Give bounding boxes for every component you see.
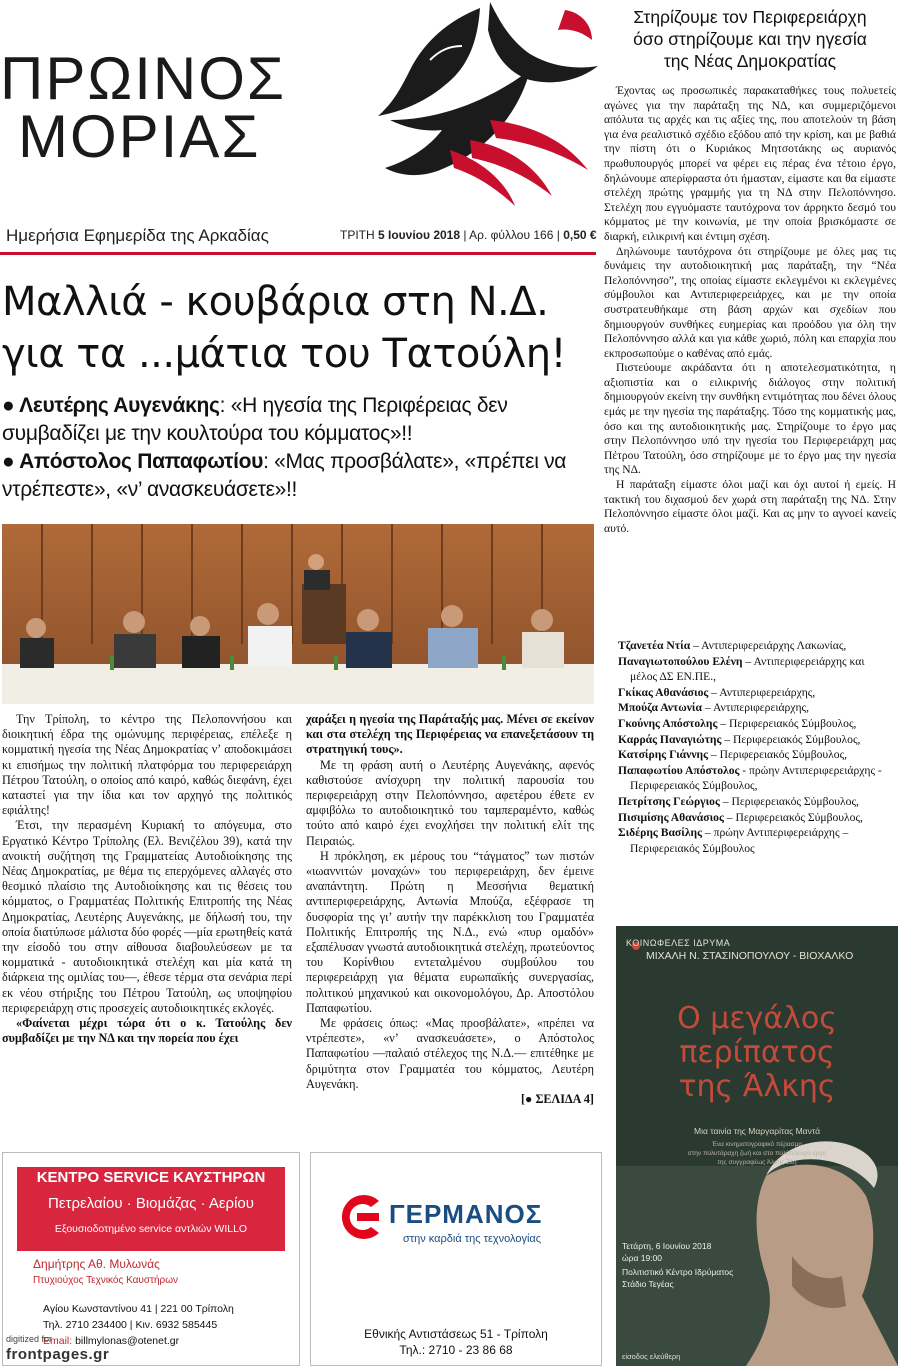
signer-role: – Περιφερειακός Σύμβουλος, — [723, 810, 863, 824]
article-paragraph: «Φαίνεται μέχρι τώρα ότι ο κ. Τατούλης δεν συμβαδίζει με την ΝΔ και την πορεία που έχει — [2, 1016, 292, 1046]
masthead-title — [0, 45, 330, 170]
germanos-slogan: στην καρδιά της τεχνολογίας — [403, 1233, 542, 1245]
poster-title-line3: της Άλκης — [678, 1069, 836, 1104]
signer-role: – Αντιπεριφερειάρχης Λακωνίας, — [690, 639, 847, 652]
signer-name: Πετρίτσης Γεώργιος — [618, 794, 720, 808]
article-paragraph: Την Τρίπολη, το κέντρο της Πελοποννήσου και διοικητική έδρα της ομώνυμης περιφέρειας, επέλεξε η κομματική ηγεσία της Νέας Δημοκρατίας ν’ αποδοκιμάσει κι επισήμως την πολιτική πλατφόρμα του περιφερειάρχη Πέτρου Τατούλη, ο οποίος από καιρό, καθώς διεφάνη, έχει καταστεί για την ίδια και τον αρχηγό της πολιτικός εφιάλτης! — [2, 712, 292, 818]
poster-subtitle: Μια ταινία της Μαργαρίτας Μαντά — [694, 1126, 820, 1136]
issue-price: 0,50 € — [563, 228, 597, 242]
masthead-divider — [0, 252, 596, 255]
ad-service-degree: Πτυχιούχος Τεχνικός Καυστήρων — [33, 1275, 179, 1286]
poster-org-line2: ΜΙΧΑΛΗ Ν. ΣΤΑΣΙΝΟΠΟΥΛΟΥ - ΒΙΟΧΑΛΚΟ — [646, 950, 854, 962]
signer — [618, 794, 894, 810]
statement-paragraph: Δηλώνουμε ταυτόχρονα ότι στηρίζουμε με όλες μας τις δυνάμεις την αυτοδιοικητική μας παράταξη, την “Νέα Πελοπόννησο”, της οποίας είμαστε εκλεγμένοι κι εκλεγμένες σύμβουλοι και Αντιπεριφερειάρχες, και με την οποία συστρατευθήκαμε στη βάση αρχών και σχεδίων που δημιουργούν συνθήκες ευημερίας και προόδου για όλη την Πελοπόννησο αλλά και για κάθε χωριό, πόλη και επαρχία που εκπροσωπούμε ο καθένας από εμάς. — [604, 244, 896, 360]
signer — [618, 732, 894, 748]
ad-service-title: ΚΕΝΤΡΟ SERVICE ΚΑΥΣΤΗΡΩΝ — [36, 1169, 266, 1186]
signer-name: Παπαφωτίου Απόστολος — [618, 763, 740, 777]
signer-role: – Αντιπεριφερειάρχης και μέλος ΔΣ ΕΝ.ΠΕ., — [630, 654, 865, 684]
issue-date: 5 Ιουνίου 2018 — [378, 228, 461, 242]
signer-name: Πισιμίσης Αθανάσιος — [618, 810, 724, 824]
article-column-1 — [2, 712, 292, 1046]
germanos-phone: Τηλ.: 2710 - 23 86 68 — [399, 1343, 513, 1357]
signer-name: Γκίκας Αθανάσιος — [618, 685, 709, 699]
poster-org-line1: ΚΟΙΝΩΦΕΛΕΣ ΙΔΡΥΜΑ — [626, 938, 731, 948]
masthead-title-line2: ΜΟΡΙΑΣ — [18, 103, 261, 170]
meeting-photo — [2, 524, 594, 704]
bullet-quote: : «Μας προσβάλατε», «πρέπει να ντρέπεστε», «ν’ ανασκευάσετε»!! — [2, 450, 567, 501]
headline-bullets — [2, 392, 596, 504]
poster-title-line1: Ο μεγάλος — [677, 1001, 837, 1036]
masthead-tagline: Ημερήσια Εφημερίδα της Αρκαδίας — [6, 226, 269, 245]
statement-paragraph: Η παράταξη είμαστε όλοι μαζί και όχι αυτοί ή εμείς. Η τακτική του διχασμού δεν χωρά στη παράταξη της ΝΔ. Στην Πελοπόννησο είμαστε όλοι μαζί. Και ας μην το αγνοεί κανείς αυτό. — [604, 478, 896, 535]
signer — [618, 700, 894, 716]
ad-service-phones: Τηλ. 2710 234400 | Κιν. 6932 585445 — [43, 1319, 218, 1331]
signer-name: Τζανετέα Ντία — [618, 639, 691, 652]
ad-service-email-address[interactable]: billmylonas@otenet.gr — [75, 1335, 180, 1347]
signer-name: Μπούζα Αντωνία — [618, 701, 702, 715]
poster-desc-line: στην πολυτάραχη ζωή και στο πολύπλευρο έργο — [687, 1150, 827, 1157]
signer-role: – Περιφερειακός Σύμβουλος, — [721, 732, 861, 746]
poster-date — [622, 1240, 711, 1264]
germanos-logo-icon — [333, 1189, 385, 1245]
bullet-speaker: ● Λευτέρης Αυγενάκης — [2, 394, 220, 417]
issue-day: ΤΡΙΤΗ — [340, 228, 378, 242]
poster-desc-line: Ένα κινηματογραφικό πέρασμα — [711, 1141, 803, 1148]
germanos-address: Εθνικής Αντιστάσεως 51 - Τρίπολη — [364, 1327, 548, 1341]
right-heading-line1: Στηρίζουμε τον Περιφερειάρχη — [633, 7, 867, 27]
signer — [618, 638, 894, 654]
article-paragraph: Με φράσεις όπως: «Μας προσβάλατε», «πρέπει να ντρέπεστε», «ν’ ανασκευάσετε», ο Απόστολος Παπαφωτίου —παλαιό στέλεχος της Ν.Δ.— επιτέθηκε με δριμύτητα στον Γραμματέα του κόμματος, Λευτέρη Αυγενάκη. — [306, 1016, 594, 1091]
article-paragraph: χαράξει η ηγεσία της Παράταξής μας. Μένει σε εκείνον και στα στελέχη της Περιφέρειας να επανεξετάσουν τη στρατηγική τους». — [306, 712, 594, 757]
signer-name: Γκούνης Απόστολης — [618, 716, 718, 730]
signer-name: Παναγιωτοπούλου Ελένη — [618, 654, 743, 668]
signer — [618, 763, 894, 794]
signer-role: – Περιφερειακός Σύμβουλος, — [707, 748, 848, 762]
main-headline — [2, 276, 596, 380]
issue-number: | Αρ. φύλλου 166 | — [460, 228, 564, 242]
signer — [618, 810, 894, 826]
masthead-title-line1: ΠΡΩΙΝΟΣ — [0, 45, 286, 112]
poster-date-line1: Τετάρτη, 6 Ιουνίου 2018 — [622, 1241, 712, 1251]
article-paragraph: Η πρόκληση, εκ μέρους του “τάγματος” των πιστών «ιωαννιτών μοναχών» του περιφερειάρχη, δεν έμεινε αναπάντητη. Πρώτη η Μεσσήνια θεματική αντιπεριφερειάρχης, Αντωνία Μπούζα, εξέφρασε τη δυσφορία της γι’ αυτήν την παρέκκλιση του Γραμματέα Πολιτικής Επιτροπής της Ν.Δ., ενώ «πυρ ομαδόν» εξαπέλυσαν γνωστά αυτοδιοικητικά στελέχη, πρωτεύοντος του Κορίνθιου εντεταλμένου συμβούλου του περιφερειάρχη για θέματα ευρωπαϊκής συνεργασίας, πολιτικού μηχανικού και οικονομολόγου, Δρ. Αποστόλου Παπαφωτίου. — [306, 848, 594, 1015]
poster-venue — [622, 1266, 733, 1290]
signer-name: Κατσίρης Γιάννης — [618, 748, 708, 762]
signer — [618, 685, 894, 701]
headline-line2: για τα ...μάτια του Τατούλη! — [2, 331, 567, 377]
germanos-brand: ΓΕΡΜΑΝΟΣ — [389, 1199, 543, 1229]
poster-title-line2: περίπατος — [679, 1035, 835, 1070]
bullet-item — [2, 392, 596, 448]
signer-role: – Περιφερειακός Σύμβουλος, — [717, 716, 857, 730]
film-poster-ad[interactable] — [616, 926, 898, 1366]
poster-desc-line: της συγγραφέως Άλκης Ζέη — [717, 1159, 797, 1166]
poster-title — [622, 1002, 892, 1104]
right-heading-line2: όσο στηρίζουμε και την ηγεσία — [633, 29, 867, 49]
poster-date-line2: ώρα 19:00 — [622, 1253, 663, 1263]
headline-line1: Μαλλιά - κουβάρια στη Ν.Δ. — [2, 279, 549, 325]
signer-role: – Αντιπεριφερειάρχης, — [708, 685, 816, 699]
statement-paragraph: Πιστεύουμε ακράδαντα ότι η αποτελεσματικότητα, η αξιοπιστία και ο ειλικρινής διάλογος στην πολιτική δημιουργούν εκείνη την συνθήκη εντιμότητας που δένει όλους εμάς με την ηγεσία της παράταξης. Τόσο της κομματικής μας, όσο και της αυτοδιοικητικής μας. Στηρίζουμε το έργο μας στην Πελοπόννησο υπό την ηγεσία του Περιφερειάρχη μας Πέτρου Τατούλη, όσο στηρίζουμε με το έργο μας την ηγεσία της ΝΔ. — [604, 361, 896, 477]
bullet-speaker: ● Απόστολος Παπαφωτίου — [2, 450, 264, 473]
right-column-text — [604, 84, 896, 536]
poster-venue-line2: Στάδιο Τεγέας — [622, 1279, 674, 1289]
article-paragraph: Με τη φράση αυτή ο Λευτέρης Αυγενάκης, αφενός καθιστούσε ανίσχυρη την πολιτική παρουσία του περιφερειάρχη στην Πελοπόννησο, αφετέρου έθετε εν αμφιβόλω το αυτοδιοικητικό του ταμπεραμέντο, καθώς τούτο από καιρό έχει ενοχλήσει την πολιτική ελίτ της Πειραιώς. — [306, 757, 594, 848]
signer-name: Καρράς Παναγιώτης — [618, 732, 722, 746]
right-heading-line3: της Νέας Δημοκρατίας — [663, 51, 837, 71]
poster-entry: είσοδος ελεύθερη — [622, 1352, 681, 1361]
signer-role: – Περιφερειακός Σύμβουλος, — [719, 794, 859, 808]
signer-role: - πρώην Αντιπεριφερειάρχης - Περιφερειακός Σύμβουλος, — [630, 763, 882, 793]
signers-list — [618, 638, 894, 856]
watermark-line1: digitized for — [6, 1334, 53, 1344]
ad-service-email-label: Email: — [43, 1335, 76, 1347]
ad-service-authorized: Εξουσιοδοτημένο service αντλιών WILLO — [54, 1223, 248, 1235]
signer-role: – πρώην Αντιπεριφερειάρχης – Περιφερειακός Σύμβουλος — [630, 826, 849, 855]
right-column-heading — [604, 6, 896, 72]
continued-page-link[interactable]: [● ΣΕΛΙΔΑ 4] — [520, 1092, 594, 1107]
germanos-ad[interactable] — [310, 1152, 602, 1366]
bullet-quote: : «Η ηγεσία της Περιφέρειας δεν συμβαδίζει με την κουλτούρα του κόμματος»!! — [2, 394, 508, 445]
statement-paragraph: Έχοντας ως προσωπικές παρακαταθήκες τους πολυετείς αγώνες για την παράταξη της ΝΔ, και συμμεριζόμενοι απόλυτα τις αρχές και τις αξίες της, που αποτελούν τη βάση για ένα ρεαλιστικό σχέδιο εξόδου από την κρίση, και με βαθιά την πίστη ότι ο Κυριάκος Μητσοτάκης ως αυριανός πρωθυπουργός μπορεί να φέρει εις πέρας ένα τέτοιο έργο, δηλώνουμε απερίφραστα ότι ήμασταν, είμαστε και θα είμαστε στελέχη πρώτης γραμμής για τη ΝΔ στην Πελοπόννησο. Στελέχη που εγγυόμαστε ταυτόχρονα τον άρρηκτο δεσμό του κόμματος με την κοινωνία, με την οποία βρισκόμαστε σε διαρκή, ειλικρινή και έντιμη σχέση. — [604, 84, 896, 243]
signer-role: – Αντιπεριφερειάρχης, — [702, 701, 810, 715]
issue-info — [340, 228, 597, 242]
ad-service-fuels: Πετρελαίου · Βιομάζας · Αερίου — [48, 1195, 254, 1212]
ad-service-owner: Δημήτρης Αθ. Μυλωνάς — [33, 1257, 160, 1271]
signer — [618, 825, 894, 856]
signer — [618, 716, 894, 732]
watermark-line2: frontpages.gr — [6, 1346, 110, 1363]
signer-name: Σιδέρης Βασίλης — [618, 826, 702, 840]
poster-description — [616, 1140, 898, 1167]
poster-venue-line1: Πολιτιστικό Κέντρο Ιδρύματος — [622, 1267, 734, 1277]
bullet-item — [2, 448, 596, 504]
article-column-2 — [306, 712, 594, 1107]
ad-service-address: Αγίου Κωνσταντίνου 41 | 221 00 Τρίπολη — [43, 1303, 234, 1315]
article-paragraph: Έτσι, την περασμένη Κυριακή το απόγευμα, στο Εργατικό Κέντρο Τρίπολης (Ελ. Βενιζέλου 39), κατά την ανοικτή συζήτηση της Γραμματείας Αυτοδιοίκησης της Νέας Δημοκρατίας, με θέμα τις επερχόμενες αλλαγές στο θεσμικό πλαίσιο της Αυτοδιοίκησης και τις θέσεις του κόμματος, ο Γραμματέας Πολιτικής Επιτροπής της Νέας Δημοκρατίας, Λευτέρης Αυγενάκης, με δήλωσή του, την οποία διατύπωσε μάλιστα δύο φορές —μία ερωτηθείς κατά την είσοδό του στην αίθουσα διαβουλεύσεων με τα κομματικά - αυτοδιοικητικά στελέχη και μία κατά τη διάρκεια της ομιλίας του—, έθεσε τέρμα στα σενάρια περί εκ νέου στήριξης του Πέτρου Τατούλη, ως υποψηφίου περιφερειάρχη στις προσεχείς αυτοδιοικητικές εκλογές. — [2, 818, 293, 1015]
signer — [618, 747, 894, 763]
dove-logo-icon — [330, 0, 600, 210]
signer — [618, 654, 894, 685]
